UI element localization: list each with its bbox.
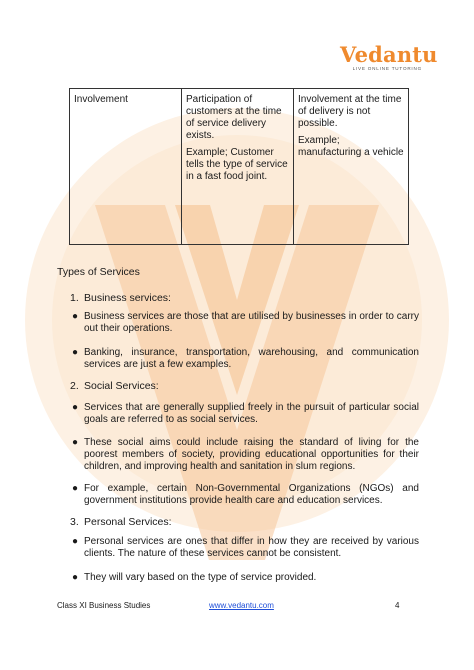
row-label: Involvement: [74, 94, 128, 105]
footer-website-link[interactable]: www.vedantu.com: [209, 601, 274, 610]
section-heading: Types of Services: [57, 266, 140, 278]
cell-text: Example; manufacturing a vehicle: [298, 135, 404, 158]
bullet-text: For example, certain Non-Governmental Organizations (NGOs) and government institutions provide health care and education services.: [84, 483, 419, 506]
item-title: Social Services:: [84, 380, 159, 392]
cell-text: Involvement at the time of delivery is not possible.: [298, 94, 402, 129]
bullet-item: [72, 311, 419, 335]
item-number: 1.: [70, 292, 79, 304]
numbered-item: [70, 292, 171, 304]
vedantu-logo: [340, 42, 438, 71]
item-title: Personal Services:: [84, 516, 172, 528]
bullet-icon: ●: [72, 311, 79, 322]
bullet-text: They will vary based on the type of service provided.: [84, 572, 317, 583]
bullet-icon: ●: [72, 572, 79, 583]
cell-text: Participation of customers at the time of service delivery exists.: [186, 94, 282, 141]
bullet-icon: ●: [72, 437, 79, 448]
comparison-table: [69, 88, 409, 245]
bullet-text: Personal services are ones that differ in how they are received by various clients. The nature of these services cannot be consistent.: [84, 536, 419, 559]
table-cell-label: [70, 89, 182, 245]
page-number: 4: [395, 601, 400, 610]
numbered-item: [70, 516, 172, 528]
bullet-text: These social aims could include raising the standard of living for the poorest members of society, providing educational opportunities for their children, and improving health and sanitation in slum regions.: [84, 437, 419, 472]
bullet-icon: ●: [72, 536, 79, 547]
item-number: 3.: [70, 516, 79, 528]
table-cell-services: [182, 89, 294, 245]
logo-wordmark: Vedantu: [340, 42, 438, 67]
bullet-item: [72, 536, 419, 560]
bullet-text: Banking, insurance, transportation, warehousing, and communication services are just a few examples.: [84, 347, 419, 370]
table-row: [70, 89, 409, 245]
bullet-icon: ●: [72, 483, 79, 494]
bullet-text: Services that are generally supplied freely in the pursuit of particular social goals are referred to as social services.: [84, 402, 419, 425]
bullet-text: Business services are those that are utilised by businesses in order to carry out their operations.: [84, 311, 419, 334]
cell-text: Example; Customer tells the type of service in a fast food joint.: [186, 147, 288, 182]
table-cell-goods: [294, 89, 409, 245]
bullet-item: [72, 572, 419, 584]
numbered-item: [70, 380, 159, 392]
bullet-item: [72, 437, 419, 473]
bullet-item: [72, 347, 419, 371]
bullet-item: [72, 402, 419, 426]
bullet-item: [72, 483, 419, 507]
bullet-icon: ●: [72, 402, 79, 413]
footer-course-title: Class XI Business Studies: [57, 601, 151, 610]
logo-tagline: LIVE ONLINE TUTORING: [352, 66, 422, 71]
item-title: Business services:: [84, 292, 171, 304]
bullet-icon: ●: [72, 347, 79, 358]
item-number: 2.: [70, 380, 79, 392]
